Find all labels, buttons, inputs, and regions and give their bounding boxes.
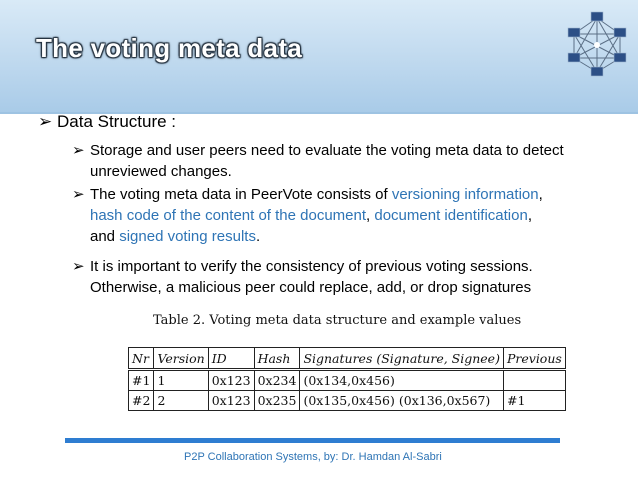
column-header: Signatures (Signature, Signee) [300, 348, 504, 370]
arrow-bullet-icon: ➢ [72, 258, 85, 275]
table-cell: #2 [129, 391, 154, 411]
table-cell [503, 370, 565, 391]
text-run: , [527, 207, 532, 224]
table-cell: #1 [503, 391, 565, 411]
table-cell: (0x135,0x456) (0x136,0x567) [300, 391, 504, 411]
table-cell: 0x235 [254, 391, 300, 411]
network-icon [556, 8, 638, 83]
sub-bullet-1 [72, 140, 572, 182]
table-cell: #1 [129, 370, 154, 391]
table-row [129, 370, 566, 391]
text-run: The voting meta data in PeerVote consists of [90, 186, 392, 203]
sub-bullet-2 [72, 184, 572, 247]
table-cell: 0x123 [208, 391, 254, 411]
arrow-bullet-icon: ➢ [72, 142, 85, 159]
table-row [129, 391, 566, 411]
highlight-hash-code: hash code of the content of the document [90, 207, 367, 224]
main-bullet-text: Data Structure : [56, 112, 177, 131]
highlight-signed-results: signed voting results [119, 228, 256, 245]
sub-bullet-2-text [90, 184, 572, 247]
table-cell: 2 [154, 391, 208, 411]
text-run: , [538, 186, 543, 203]
table-cell: 0x123 [208, 370, 254, 391]
sub-bullet-3-text: It is important to verify the consistency of previous voting sessions. Otherwise, a malicious peer could replace, add, or drop signatures [90, 258, 533, 296]
meta-data-table [128, 347, 566, 411]
highlight-versioning: versioning information [391, 186, 539, 203]
text-run: . [255, 228, 261, 245]
slide-title: The voting meta data [36, 33, 303, 63]
text-run: and [90, 228, 120, 245]
text-run: , [366, 207, 375, 224]
arrow-bullet-icon: ➢ [38, 112, 53, 131]
column-header: Version [154, 348, 208, 370]
column-header: Previous [503, 348, 565, 370]
table-cell: (0x134,0x456) [300, 370, 504, 391]
arrow-bullet-icon: ➢ [72, 186, 85, 203]
highlight-document-id: document identification [374, 207, 528, 224]
table-cell: 0x234 [254, 370, 300, 391]
table-cell: 1 [154, 370, 208, 391]
main-bullet [38, 112, 176, 132]
table-caption: Table 2. Voting meta data structure and example values [153, 313, 522, 328]
column-header: Nr [129, 348, 154, 370]
footer-bar [65, 438, 560, 443]
column-header: ID [208, 348, 254, 370]
sub-bullet-1-text: Storage and user peers need to evaluate the voting meta data to detect unreviewed changes. [90, 142, 564, 180]
footer-text: P2P Collaboration Systems, by: Dr. Hamdan Al-Sabri [184, 451, 442, 463]
column-header: Hash [254, 348, 300, 370]
sub-bullet-3 [72, 256, 572, 298]
table-header-row [129, 348, 566, 370]
